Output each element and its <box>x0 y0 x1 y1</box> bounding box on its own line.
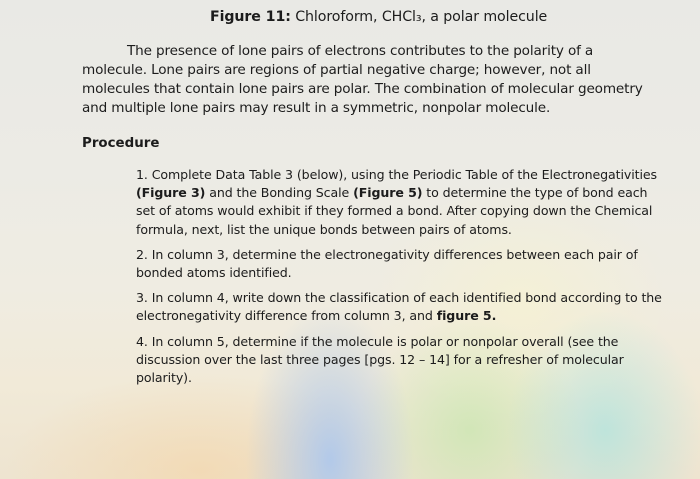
procedure-step-3: 3. In column 4, write down the classification of each identified bond according to the electronegativity difference from column 3, and figure 5. <box>136 290 662 324</box>
figure-caption: Chloroform, CHCl₃, a polar molecule <box>295 9 548 25</box>
procedure-steps <box>136 166 666 394</box>
procedure-step-1: 1. Complete Data Table 3 (below), using the Periodic Table of the Electronegativities (Figure 3) and the Bonding Scale (Figure 5) to determine the type of bond each set of atoms would exhibit if they formed a bond. After copying down the Chemical formula, next, list the unique bonds between pairs of atoms. <box>136 167 657 237</box>
figure-label: Figure 11: <box>210 9 291 25</box>
procedure-heading: Procedure <box>82 136 160 151</box>
intro-paragraph: The presence of lone pairs of electrons contributes to the polarity of a molecule. Lone pairs are regions of partial negative charge; however, not all molecules that contain lone pairs are polar. The combination of molecular geometry and multiple lone pairs may result in a symmetric, nonpolar molecule. <box>82 43 643 116</box>
procedure-step-4: 4. In column 5, determine if the molecule is polar or nonpolar overall (see the discussion over the last three pages [pgs. 12 – 14] for a refresher of molecular polarity). <box>136 333 624 386</box>
procedure-step-2: 2. In column 3, determine the electronegativity differences between each pair of bonded atoms identified. <box>136 246 638 281</box>
figure-title <box>210 9 547 25</box>
